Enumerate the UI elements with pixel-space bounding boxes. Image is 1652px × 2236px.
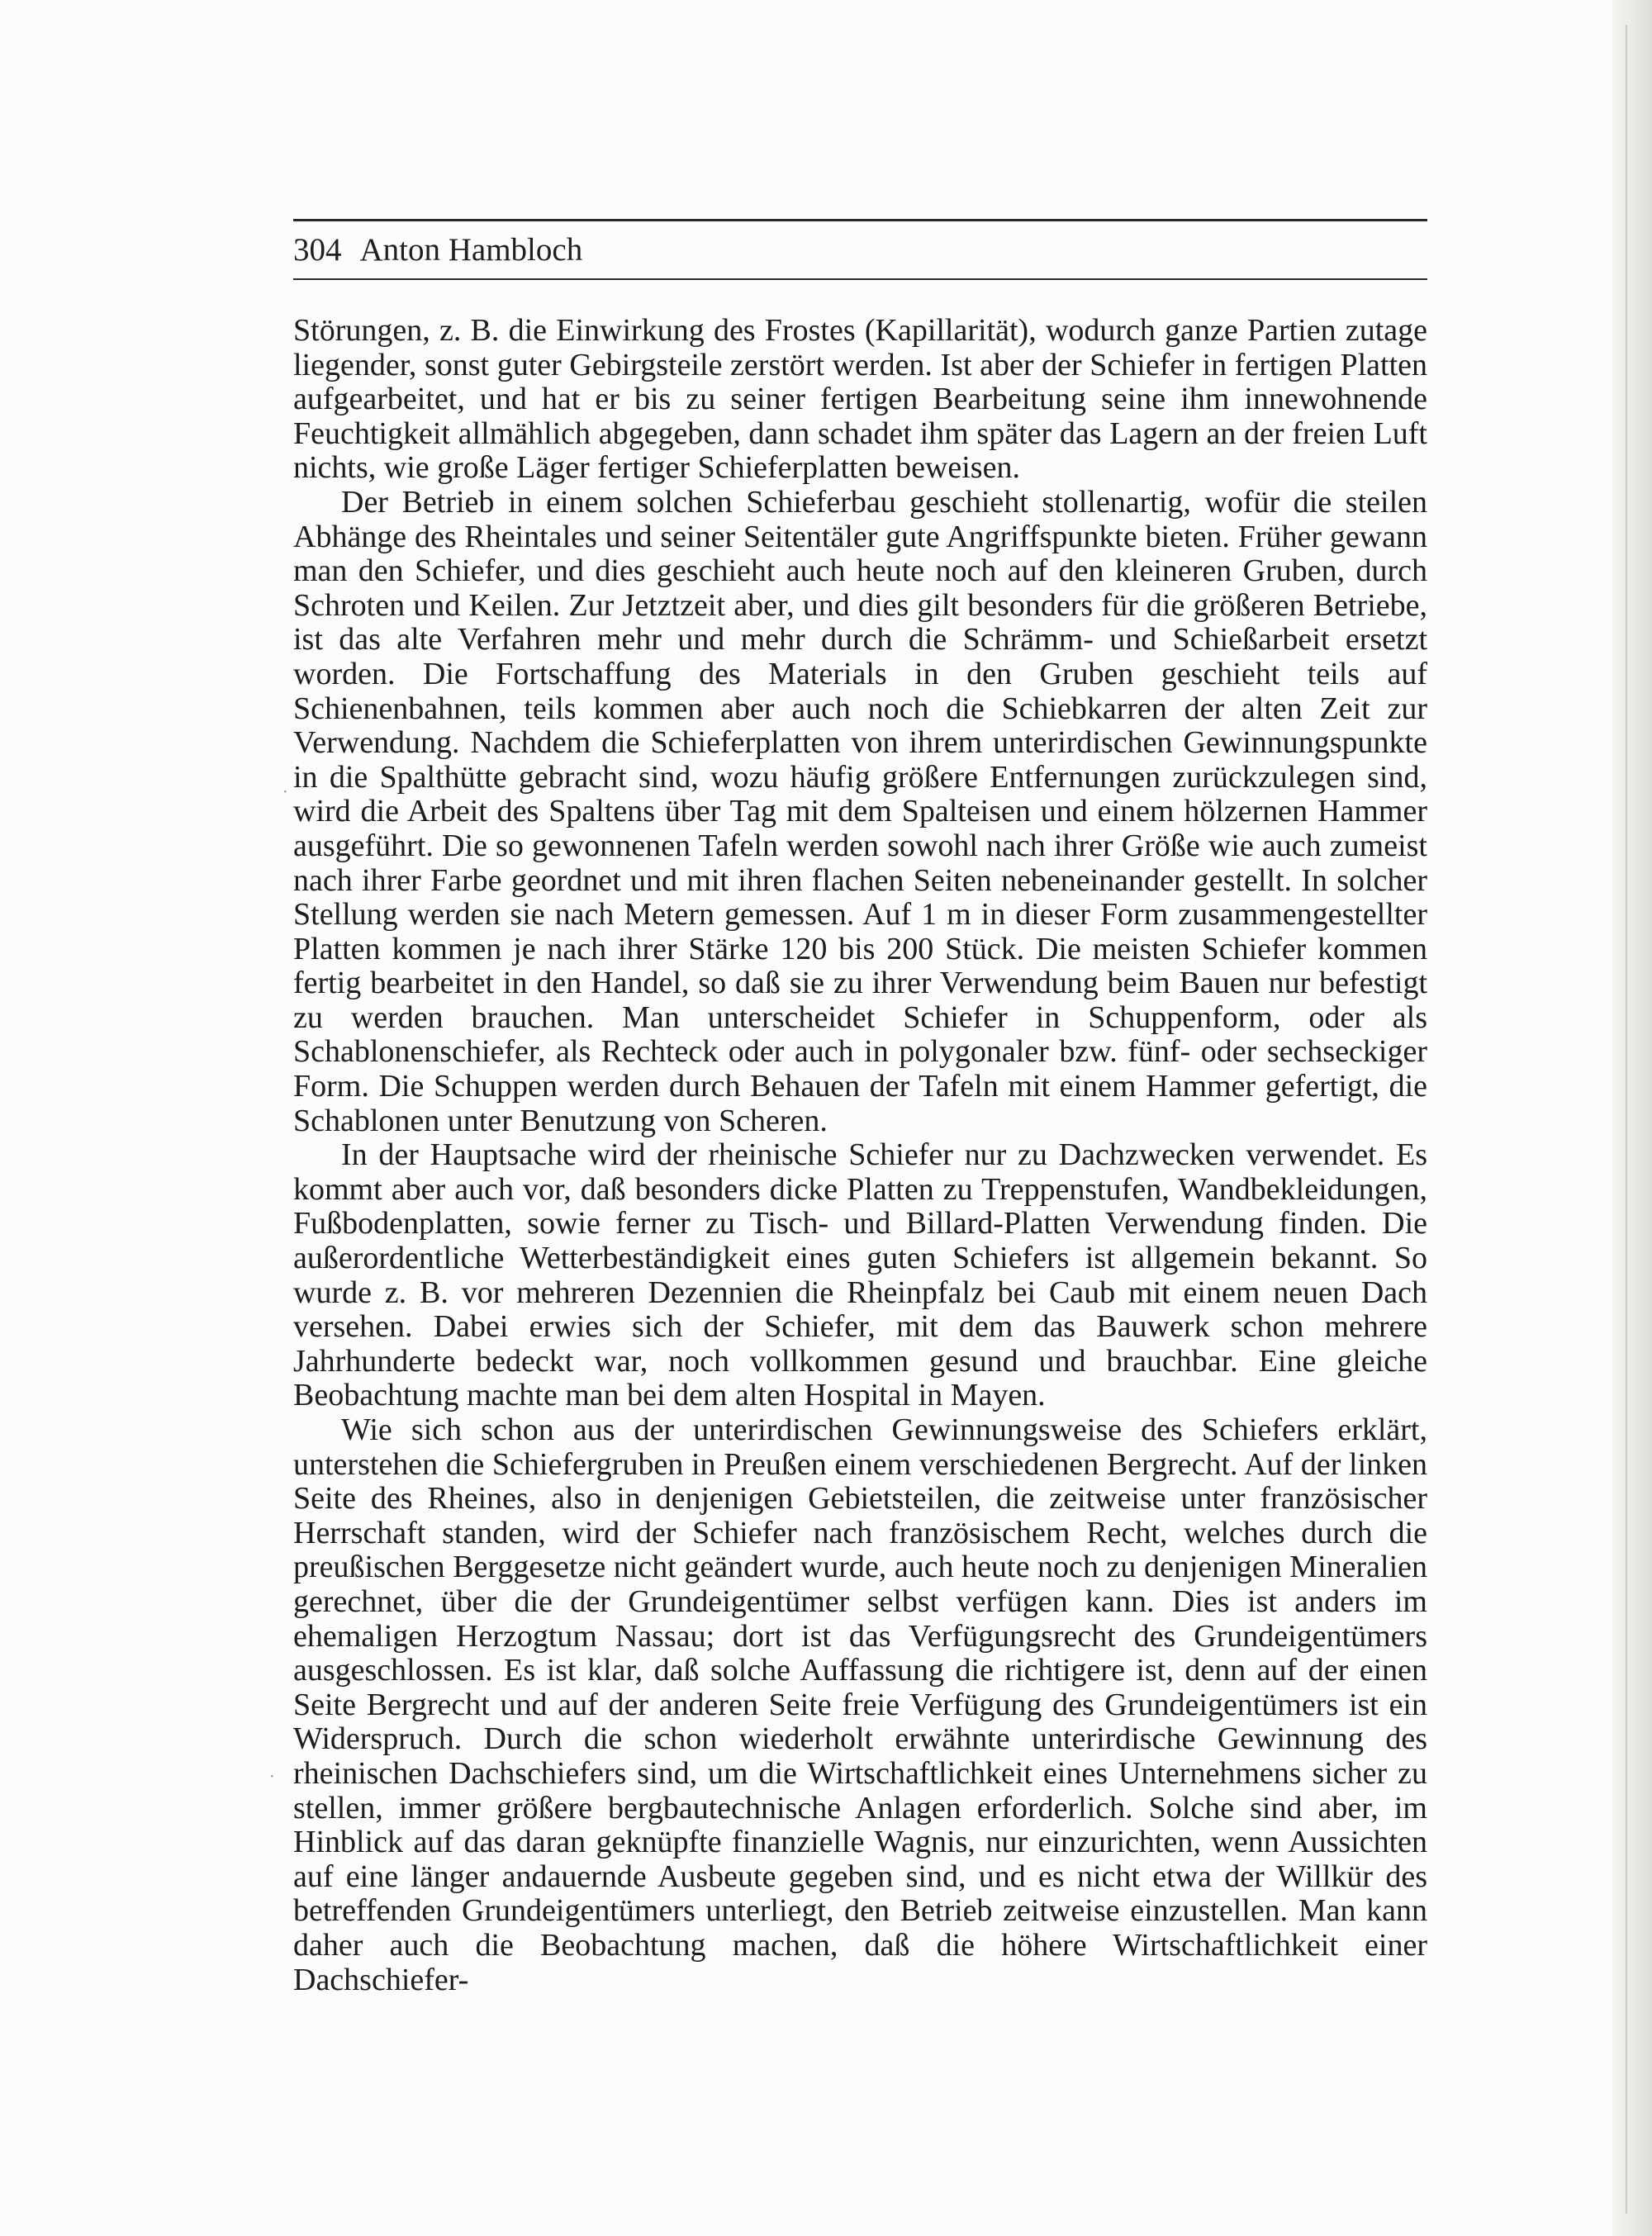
body-text (293, 314, 1427, 1997)
paragraph-4: Wie sich schon aus der unterirdischen Gewinnungsweise des Schiefers erklärt, unterstehen die Schiefergruben in Preußen einem verschiedenen Bergrecht. Auf der linken Seite des Rheines, also in denjenigen Gebietsteilen, die zeitweise unter französischer Herrschaft standen, wird der Schiefer nach französischem Recht, welches durch die preußischen Berggesetze nicht geändert wurde, auch heute noch zu denjenigen Mineralien gerechnet, über die der Grundeigentümer selbst verfügen kann. Dies ist anders im ehemaligen Herzogtum Nassau; dort ist das Verfügungsrecht des Grundeigentümers ausgeschlossen. Es ist klar, daß solche Auffassung die richtigere ist, denn auf der einen Seite Bergrecht und auf der anderen Seite freie Verfügung des Grundeigentümers ist ein Widerspruch. Durch die schon wiederholt erwähnte unterirdische Gewinnung des rheinischen Dachschiefers sind, um die Wirtschaftlichkeit eines Unternehmens sicher zu stellen, immer größere bergbautechnische Anlagen erforderlich. Solche sind aber, im Hinblick auf das daran geknüpfte finanzielle Wagnis, nur einzurichten, wenn Aussichten auf eine länger andauernde Ausbeute gegeben sind, und es nicht etwa der Willkür des betreffenden Grundeigentümers unterliegt, den Betrieb zeitweise einzustellen. Man kann daher auch die Beobachtung machen, daß die höhere Wirtschaftlichkeit einer Dachschiefer- (293, 1412, 1427, 1997)
header-rule-top (293, 219, 1427, 221)
paragraph-1: Störungen, z. B. die Einwirkung des Frostes (Kapillarität), wodurch ganze Partien zutage liegender, sonst guter Gebirgsteile zerstört werden. Ist aber der Schiefer in fertigen Platten aufgearbeitet, und hat er bis zu seiner fertigen Bearbeitung seine ihm innewohnende Feuchtigkeit allmählich abgegeben, dann schadet ihm später das Lagern an der freien Luft nichts, wie große Läger fertiger Schieferplatten beweisen. (293, 313, 1427, 486)
running-head-author: Anton Hambloch (359, 232, 583, 268)
scan-speck: · (269, 1768, 275, 1786)
page-number: 304 (293, 232, 342, 268)
scan-page-edge (1612, 0, 1652, 2236)
running-head (293, 226, 582, 274)
scan-edge-line (1626, 25, 1627, 2214)
paragraph-3: In der Hauptsache wird der rheinische Schiefer nur zu Dachzwecken verwendet. Es kommt aber auch vor, daß besonders dicke Platten zu Treppenstufen, Wandbekleidungen, Fußbodenplatten, sowie ferner zu Tisch- und Billard-Platten Verwendung finden. Die außerordentliche Wetterbeständigkeit eines guten Schiefers ist allgemein bekannt. So wurde z. B. vor mehreren Dezennien die Rheinpfalz bei Caub mit einem neuen Dach versehen. Dabei erwies sich der Schiefer, mit dem das Bauwerk schon mehrere Jahrhunderte bedeckt war, noch vollkommen gesund und brauchbar. Eine gleiche Beobachtung machte man bei dem alten Hospital in Mayen. (293, 1137, 1427, 1413)
header-rule-bottom (293, 278, 1427, 280)
paragraph-2: Der Betrieb in einem solchen Schieferbau geschieht stollenartig, wofür die steilen Abhänge des Rheintales und seiner Seitentäler gute Angriffspunkte bieten. Früher gewann man den Schiefer, und dies geschieht auch heute noch auf den kleineren Gruben, durch Schroten und Keilen. Zur Jetztzeit aber, und dies gilt besonders für die größeren Betriebe, ist das alte Verfahren mehr und mehr durch die Schrämm- und Schießarbeit ersetzt worden. Die Fortschaffung des Materials in den Gruben geschieht teils auf Schienenbahnen, teils kommen aber auch noch die Schiebkarren der alten Zeit zur Verwendung. Nachdem die Schieferplatten von ihrem unterirdischen Gewinnungspunkte in die Spalthütte gebracht sind, wozu häufig größere Entfernungen zurückzulegen sind, wird die Arbeit des Spaltens über Tag mit dem Spalteisen und einem hölzernen Hammer ausgeführt. Die so gewonnenen Tafeln werden sowohl nach ihrer Größe wie auch zumeist nach ihrer Farbe geordnet und mit ihren flachen Seiten nebeneinander gestellt. In solcher Stellung werden sie nach Metern gemessen. Auf 1 m in dieser Form zusammengestellter Platten kommen je nach ihrer Stärke 120 bis 200 Stück. Die meisten Schiefer kommen fertig bearbeitet in den Handel, so daß sie zu ihrer Verwendung beim Bauen nur befestigt zu werden brauchen. Man unterscheidet Schiefer in Schuppenform, oder als Schablonenschiefer, als Rechteck oder auch in polygonaler bzw. fünf- oder sechseckiger Form. Die Schuppen werden durch Behauen der Tafeln mit einem Hammer gefertigt, die Schablonen unter Benutzung von Scheren. (293, 484, 1427, 1138)
scan-speck: · (282, 783, 288, 801)
